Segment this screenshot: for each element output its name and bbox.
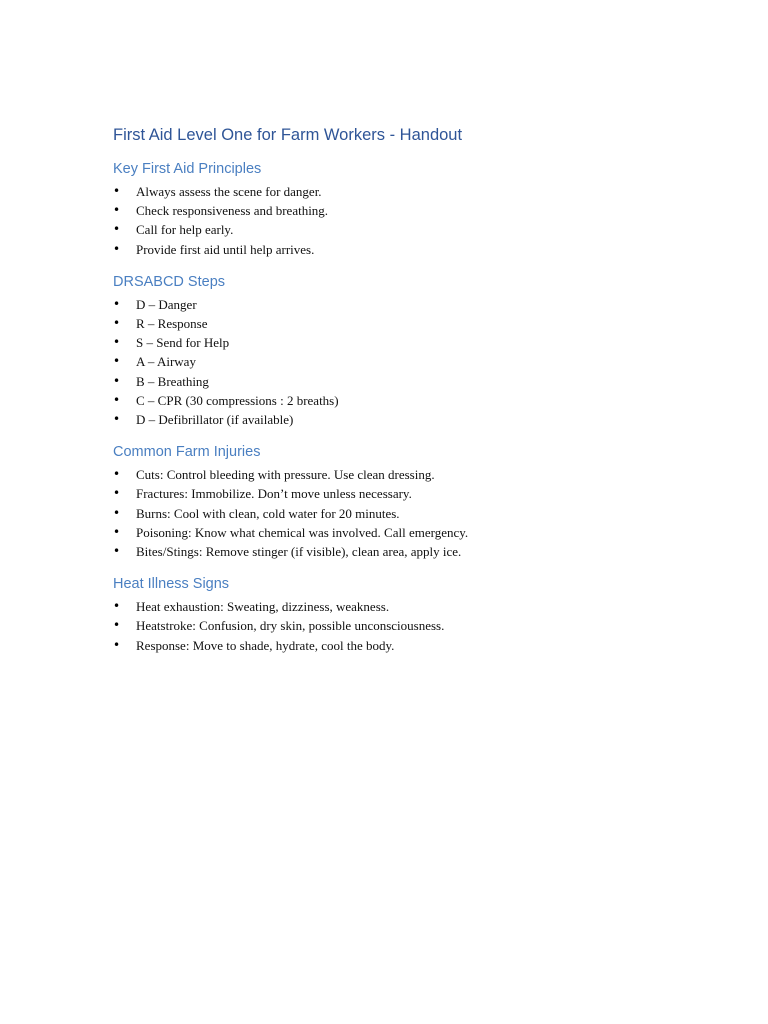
list-item (113, 372, 693, 391)
bullet-dot-icon: • (113, 241, 121, 256)
list-item (113, 182, 693, 201)
bullet-dot-icon: • (113, 373, 121, 388)
list-item (113, 465, 693, 484)
list-item-text: A – Airway (136, 354, 196, 370)
list-item-text: D – Danger (136, 296, 197, 312)
bullet-dot-icon: • (113, 222, 121, 237)
section-heading: Heat Illness Signs (113, 576, 230, 593)
list-item-text: Poisoning: Know what chemical was involved. Call emergency. (136, 524, 469, 540)
bullet-dot-icon: • (113, 599, 121, 614)
bullet-dot-icon: • (113, 184, 121, 198)
list-item-text: R – Response (136, 316, 208, 332)
list-item-text: Heatstroke: Confusion, dry skin, possible unconsciousness. (136, 618, 445, 634)
list-item (113, 314, 693, 333)
bullet-list (113, 597, 693, 655)
bullet-list (113, 295, 693, 429)
bullet-dot-icon: • (113, 618, 121, 633)
list-item-text: Heat exhaustion: Sweating, dizziness, weakness. (136, 599, 390, 615)
bullet-dot-icon: • (113, 637, 121, 652)
bullet-dot-icon: • (113, 412, 121, 427)
section-heat-illness-signs (113, 574, 693, 655)
list-item (113, 201, 693, 220)
bullet-dot-icon: • (113, 392, 121, 407)
bullet-dot-icon: • (113, 296, 121, 311)
bullet-dot-icon: • (113, 467, 121, 482)
section-heading: Key First Aid Principles (113, 161, 262, 177)
section-key-principles (113, 159, 693, 259)
section-heading: Common Farm Injuries (113, 444, 261, 461)
list-item (113, 616, 693, 635)
list-item-text: Call for help early. (136, 222, 234, 238)
list-item-text: Bites/Stings: Remove stinger (if visible), clean area, apply ice. (136, 544, 462, 560)
list-item (113, 504, 693, 523)
section-common-farm-injuries (113, 442, 693, 561)
section-drsabcd-steps (113, 272, 693, 429)
bullet-dot-icon: • (113, 486, 121, 501)
list-item-text: D – Defibrillator (if available) (136, 412, 294, 428)
list-item-text: Check responsiveness and breathing. (136, 203, 329, 219)
bullet-dot-icon: • (113, 505, 121, 520)
list-item (113, 636, 693, 655)
bullet-dot-icon: • (113, 524, 121, 539)
section-heading: DRSABCD Steps (113, 273, 226, 290)
list-item (113, 220, 693, 239)
list-item-text: C – CPR (30 compressions : 2 breaths) (136, 392, 339, 408)
list-item (113, 333, 693, 352)
list-item-text: Response: Move to shade, hydrate, cool the body. (136, 637, 395, 653)
bullet-list (113, 465, 693, 561)
bullet-dot-icon: • (113, 335, 121, 350)
list-item (113, 240, 693, 259)
list-item (113, 484, 693, 503)
list-item (113, 352, 693, 371)
bullet-dot-icon: • (113, 544, 121, 559)
list-item-text: Cuts: Control bleeding with pressure. Use clean dressing. (136, 467, 435, 483)
document-title: First Aid Level One for Farm Workers - Handout (113, 126, 463, 144)
list-item (113, 597, 693, 616)
document-page (113, 124, 693, 668)
list-item-text: Fractures: Immobilize. Don’t move unless necessary. (136, 486, 412, 502)
bullet-list (113, 182, 693, 259)
list-item (113, 295, 693, 314)
list-item (113, 410, 693, 429)
list-item-text: Provide first aid until help arrives. (136, 241, 315, 257)
list-item (113, 542, 693, 561)
list-item (113, 523, 693, 542)
bullet-dot-icon: • (113, 316, 121, 331)
list-item-text: Burns: Cool with clean, cold water for 20 minutes. (136, 505, 400, 521)
bullet-dot-icon: • (113, 354, 121, 369)
list-item (113, 391, 693, 410)
bullet-dot-icon: • (113, 203, 121, 218)
list-item-text: Always assess the scene for danger. (136, 184, 322, 199)
list-item-text: B – Breathing (136, 373, 209, 389)
list-item-text: S – Send for Help (136, 335, 230, 351)
